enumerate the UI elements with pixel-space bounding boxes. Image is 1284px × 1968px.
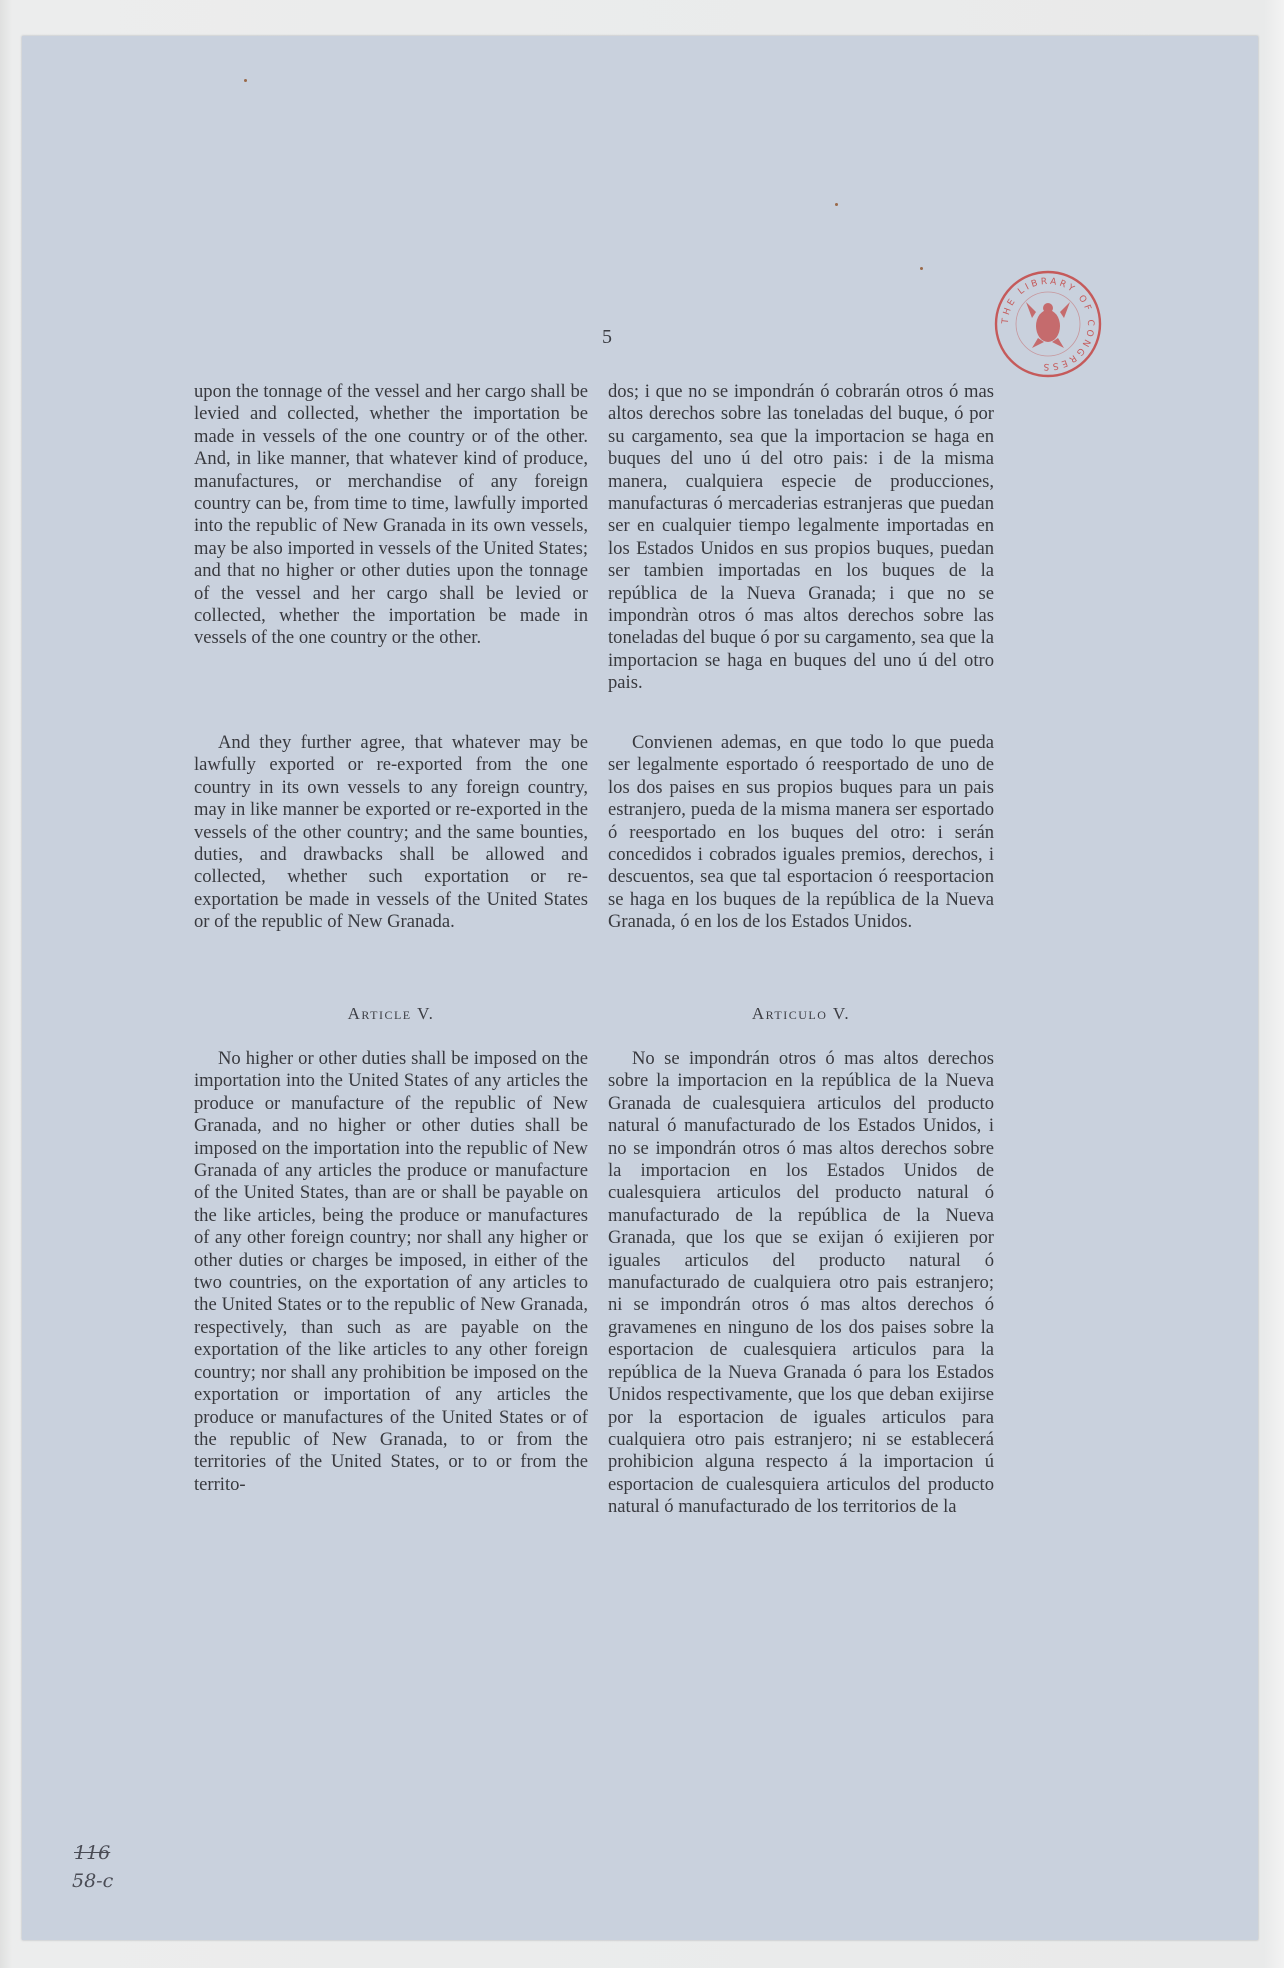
english-paragraph-exports: And they further agree, that whatever may be lawfully exported or re-exported from the one country in its own vessels to any foreign country, may in like manner be exported or re-exported in the vessels of the other country; and the same bounties, duties, and drawbacks shall be allowed and collected, whether such exportation or re-exportation be made in vessels of the United States or of the republic of New Granada. [194,732,588,933]
english-column-middle [194,732,588,934]
spanish-column-article [608,1048,994,1519]
paper-speck [920,267,923,270]
english-column-top [194,381,588,650]
spanish-article-paragraph: No se impondrán otros ó mas altos derechos sobre la importacion en la república de la Nueva Granada de cualesquiera articulos del producto natural ó manufacturado de los Estados Unidos, i no se impondrán otros ó mas altos derechos sobre la importacion en los Estados Unidos de cualesquiera articulos del producto natural ó manufacturado de la república de la Nueva Granada, que los que se exijan ó exijieren por iguales articulos del producto natural ó manufacturado de cualquiera otro pais estranjero; ni se impondrán otros ó mas altos derechos ó gravamenes en ninguno de los dos paises sobre la esportacion de cualesquiera articulos para la república de la Nueva Granada ó para los Estados Unidos respectivamente, que los que deban exijirse por la esportacion de iguales articulos para cualquiera otro pais estranjero; ni se establecerá prohibicion alguna respecto á la importacion ú esportacion de cualesquiera articulos del producto natural ó manufacturado de los territorios de la [608,1048,994,1518]
english-column-article [194,1048,588,1496]
article-heading-spanish: Articulo V. [751,1004,851,1023]
struck-page-number: 116 [74,1842,111,1864]
paper-speck [244,79,247,82]
paper-speck [835,203,838,206]
library-of-congress-stamp [992,268,1104,380]
document-page [22,36,1258,1940]
page-number: 5 [602,326,612,348]
spanish-column-top [608,381,994,695]
stamp-text-path: THE LIBRARY OF CONGRESS [1000,276,1096,372]
seal-icon [992,268,1104,380]
spanish-column-middle [608,732,994,934]
spanish-paragraph-exports: Convienen ademas, en que todo lo que pueda ser legalmente esportado ó reesportado de uno de los dos paises en sus propios buques para un pais estranjero, pueda de la misma manera ser esportado ó reesportado en los buques del otro: i serán concedidos i cobrados iguales premios, derechos, i descuentos, sea que tal esportacion ó reesportacion se haga en los buques de la república de la Nueva Granada, ó en los de los Estados Unidos. [608,732,994,933]
article-heading-english: Article V. [347,1004,435,1023]
english-article-paragraph: No higher or other duties shall be imposed on the importation into the United States of any articles the produce or manufacture of the republic of New Granada, and no higher or other duties shall be imposed on the importation into the republic of New Granada of any articles the produce or manufacture of the United States, than are or shall be payable on the like articles, being the produce or manufactures of any other foreign country; nor shall any higher or other duties or charges be imposed, in either of the two countries, on the exportation of any articles to the United States or to the republic of New Granada, respectively, than such as are payable on the exportation of the like articles to any other foreign country; nor shall any prohibition be imposed on the exportation or importation of any articles the produce or manufactures of the United States or of the republic of New Granada, to or from the territories of the United States, or to or from the territo- [194,1048,588,1495]
catalog-note: 58-c [72,1870,114,1892]
spanish-paragraph-continuation: dos; i que no se impondrán ó cobrarán otros ó mas altos derechos sobre las toneladas del buque, ó por su cargamento, sea que la importacion se haga en buques del uno ú del otro pais: i de la misma manera, cualquiera especie de producciones, manufacturas ó mercaderias estranjeras que puedan ser en cualquier tiempo legalmente importadas en los Estados Unidos en sus propios buques, puedan ser tambien importadas en los buques de la república de la Nueva Granada; i que no se impondràn otros ó mas altos derechos sobre las toneladas del buque ó por su cargamento, sea que la importacion se haga en buques del uno ú del otro pais. [608,381,994,694]
english-paragraph-continuation: upon the tonnage of the vessel and her cargo shall be levied and collected, whether the importation be made in vessels of the one country or of the other. And, in like manner, that whatever kind of produce, manufactures, or merchandise of any foreign country can be, from time to time, lawfully imported into the republic of New Granada in its own vessels, may be also imported in vessels of the United States; and that no higher or other duties upon the tonnage of the vessel and her cargo shall be levied or collected, whether the importation be made in vessels of the one country or the other. [194,381,589,649]
